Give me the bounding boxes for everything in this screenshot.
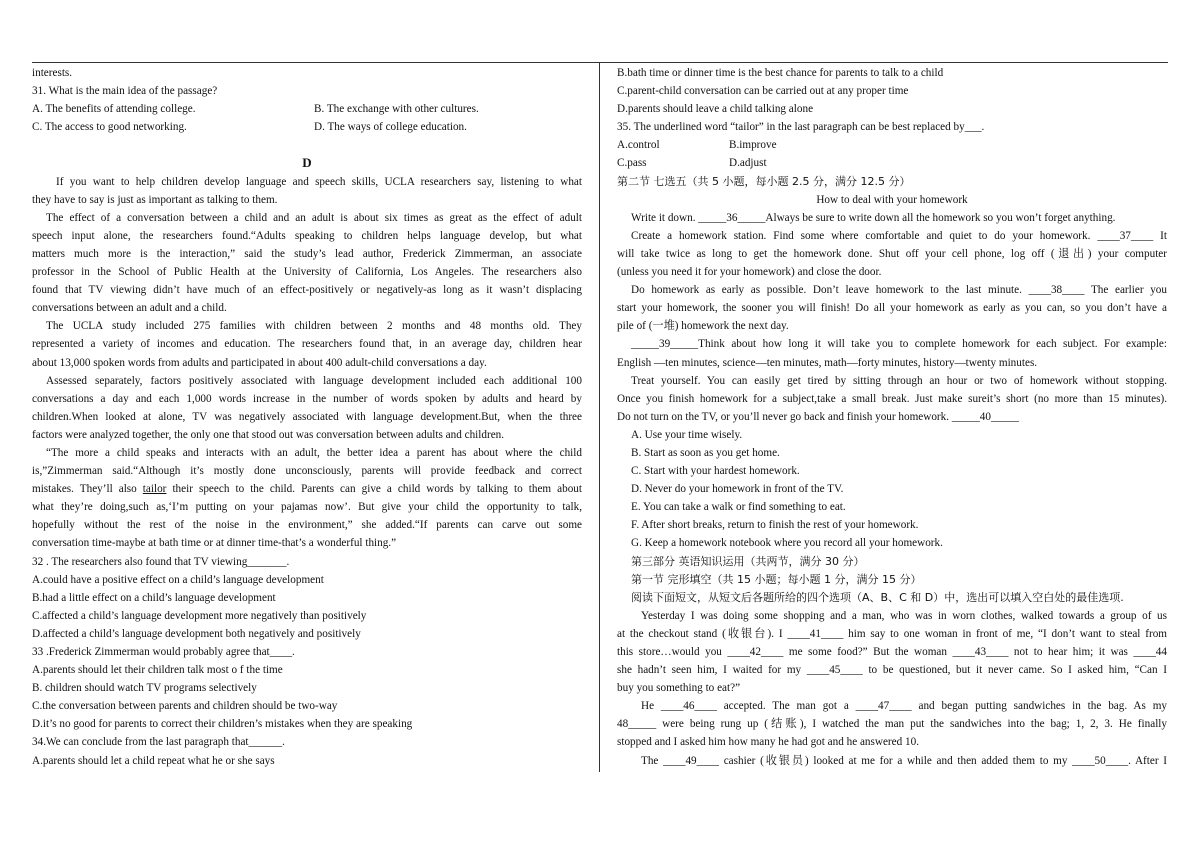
passage-line: _____39_____Think about how long it will take you to complete homework for each subject. For example: <box>631 338 1167 351</box>
passage-line: at the checkout stand (收银台). I ____41____ him say to one woman in front of me, “I don’t want to steal from <box>617 627 1167 640</box>
q31-option-d: D. The ways of college education. <box>314 121 467 134</box>
passage-line: they have to say is just as important as talking to them. <box>32 193 278 206</box>
q32-option-d: D.affected a child’s language development both negatively and positively <box>32 627 361 640</box>
blank-line <box>32 136 582 154</box>
option-d: D. Never do your homework in front of the TV. <box>631 483 844 496</box>
q33-option-d: D.it’s no good for parents to correct their children’s mistakes when they are speaking <box>32 718 413 731</box>
section-heading: 第一节 完形填空（共 15 小题；每小题 1 分，满分 15 分） <box>631 572 922 586</box>
q33-option-b: B. children should watch TV programs selectively <box>32 682 257 695</box>
q32-option-a: A.could have a positive effect on a child’s language development <box>32 573 324 586</box>
passage-line: Write it down. _____36_____Always be sure to write down all the homework so you won’t forget anything. <box>631 211 1116 224</box>
q31-option-b: B. The exchange with other cultures. <box>314 103 479 116</box>
text-segment: their speech to the child. Parents can give a child words by talking to them about <box>166 483 582 496</box>
passage-line: conversations a day and each 1,000 words increase in the number of words spoken by adults and heard by <box>32 392 582 405</box>
passage-line: is,”Zimmerman said.“Although it’s mostly done unconsciously, parents will provide feedback and correct <box>32 465 582 478</box>
passage-line: hopefully without the rest of the noise in the environment,” she added.“If parents can carve out some <box>32 519 582 532</box>
question-33: 33 .Frederick Zimmerman would probably agree that____. <box>32 646 295 658</box>
option-b: B. Start as soon as you get home. <box>631 446 780 459</box>
passage-line: professor in the School of Public Health at the University of California, Los Angeles. The researchers also <box>32 266 582 279</box>
q35-option-d: D.adjust <box>729 157 767 170</box>
q31-option-c: C. The access to good networking. <box>32 121 187 134</box>
passage-line: matters much more is the interaction,” said the study’s lead author, Frederick Zimmerman, an associate <box>32 247 582 260</box>
q35-option-c: C.pass <box>617 157 647 170</box>
q35-option-b: B.improve <box>729 139 777 152</box>
passage-line: represented a variety of incomes and education. The researchers found that, in an average day, children hear <box>32 338 582 351</box>
column-divider <box>599 62 600 772</box>
underlined-word: tailor <box>142 483 167 496</box>
q34-option-b: B.bath time or dinner time is the best chance for parents to talk to a child <box>617 67 944 79</box>
q34-option-c: C.parent-child conversation can be carried out at any proper time <box>617 85 909 98</box>
passage-line: speech input alone, the researchers found.“Adults speaking to children helps language develop, but what <box>32 229 582 242</box>
left-column <box>32 64 582 770</box>
passage-line: conversation time-maybe at bath time or at dinner time-that’s a wonderful thing.” <box>32 537 397 550</box>
q31-option-a: A. The benefits of attending college. <box>32 103 196 116</box>
passage-line: Yesterday I was doing some shopping and a man, who was in worn clothes, walked towards a group of us <box>641 609 1167 622</box>
passage-line: Do not turn on the TV, or you’ll never go back and finish your homework. _____40_____ <box>617 410 1019 423</box>
passage-line: The ____49____ cashier (收银员) looked at me for a while and then added them to my ____50____. After I <box>641 754 1167 767</box>
passage-line: will take twice as long to get the homework done. Shut off your cell phone, log off (退出) your computer <box>617 247 1167 260</box>
passage-line: stopped and I asked him how many he had got and he answered 10. <box>617 736 919 749</box>
q35-options-ab <box>617 136 1167 154</box>
passage-line: buy you something to eat?” <box>617 682 741 695</box>
text-line: interests. <box>32 67 73 79</box>
q31-options-cd <box>32 118 582 136</box>
q34-option-a: A.parents should let a child repeat what he or she says <box>32 754 275 767</box>
q31-options-ab <box>32 100 582 118</box>
passage-line: Assessed separately, factors positively associated with language development included each additional 100 <box>46 374 582 387</box>
right-column <box>617 64 1167 770</box>
passage-line: If you want to help children develop language and speech skills, UCLA researchers say, listening to what <box>56 175 582 188</box>
passage-line: Once you finish homework for a subject,take a small break. Just make sureit’s short (no more than 15 minutes). <box>617 392 1167 405</box>
passage-line: The UCLA study included 275 families with children between 2 months and 48 months old. They <box>46 320 582 333</box>
part-heading: 第三部分 英语知识运用（共两节，满分 30 分） <box>631 554 865 568</box>
section-heading: 第二节 七选五（共 5 小题，每小题 2.5 分，满分 12.5 分） <box>617 174 911 188</box>
option-a: A. Use your time wisely. <box>631 428 743 441</box>
q34-option-d: D.parents should leave a child talking alone <box>617 103 814 116</box>
passage-line-with-underline <box>32 480 582 498</box>
passage-line: 48_____ were being rung up (结账), I watched the man put the sandwiches into the bag; 1, 2, 3. He finally <box>617 718 1167 731</box>
passage-line: Treat yourself. You can easily get tired by sitting through an hour or two of homework without stopping. <box>631 374 1167 387</box>
question-34: 34.We can conclude from the last paragraph that______. <box>32 736 285 749</box>
q35-options-cd <box>617 154 1167 172</box>
passage-line: He ____46____ accepted. The man got a ____47____ and began putting sandwiches in the bag. As my <box>641 700 1167 713</box>
question-32: 32 . The researchers also found that TV viewing_______. <box>32 555 290 568</box>
question-35: 35. The underlined word “tailor” in the last paragraph can be best replaced by___. <box>617 121 985 134</box>
passage-line: about 13,000 spoken words from adults and participated in about 400 adult-child conversations a day. <box>32 356 487 369</box>
passage-line: what they’re doing,such as,‘I’m putting on your pajamas now’. But give your child the opportunity to talk, <box>32 501 582 514</box>
q33-option-a: A.parents should let their children talk most o f the time <box>32 664 283 677</box>
passage-line: The effect of a conversation between a child and an adult is about six times as great as the effect of adult <box>46 211 582 224</box>
passage-line: start your homework, the sooner you will finish! Do all your homework as early as you can, so you don’t have a <box>617 302 1167 315</box>
passage-line: this store…would you ____42____ me some food?” But the woman ____43____ not to hear him; it was ____44 <box>617 646 1167 658</box>
top-rule <box>32 62 1168 63</box>
section-d-heading: D <box>302 155 312 171</box>
option-g: G. Keep a homework notebook where you record all your homework. <box>631 537 943 550</box>
option-e: E. You can take a walk or find something to eat. <box>631 501 846 514</box>
passage-line: Create a homework station. Find some where comfortable and quiet to do your homework. ____37____ It <box>631 229 1167 242</box>
passage-line: conversations between an adult and a child. <box>32 302 227 315</box>
instructions: 阅读下面短文，从短文后各题所给的四个选项（A、B、C 和 D）中，选出可以填入空白处的最佳选项. <box>631 590 1124 604</box>
q32-option-b: B.had a little effect on a child’s language development <box>32 591 276 604</box>
passage-line: factors were analyzed together, the only one that stood out was conversation between adults and children. <box>32 428 505 441</box>
passage-line: children.When looked at alone, TV was negatively associated with language development.But, when the three <box>32 410 582 423</box>
passage-line: “The more a child speaks and interacts with an adult, the better idea a parent has about where the child <box>46 446 582 459</box>
text-segment: mistakes. They’ll also <box>32 483 143 496</box>
passage-line: Do homework as early as possible. Don’t leave homework to the last minute. ____38____ The earlier you <box>631 284 1167 297</box>
passage-line: she hadn’t seen him, I waited for my ____45____ to be questioned, but it never came. So I asked him, “Can I <box>617 664 1167 677</box>
q35-option-a: A.control <box>617 139 660 152</box>
q32-option-c: C.affected a child’s language development more negatively than positively <box>32 609 367 622</box>
passage-line: found that TV viewing didn’t have much of an effect-positively or negatively-as long as it wasn’t displacing <box>32 284 582 297</box>
option-c: C. Start with your hardest homework. <box>631 465 800 478</box>
question-31: 31. What is the main idea of the passage? <box>32 85 218 98</box>
q33-option-c: C.the conversation between parents and children should be two-way <box>32 700 338 713</box>
passage-line: English —ten minutes, science—ten minutes, math—forty minutes, history—twenty minutes. <box>617 356 1038 369</box>
passage-line: pile of (一堆) homework the next day. <box>617 320 789 333</box>
passage-title: How to deal with your homework <box>816 193 968 206</box>
option-f: F. After short breaks, return to finish the rest of your homework. <box>631 519 919 532</box>
passage-line: (unless you need it for your homework) and close the door. <box>617 266 882 279</box>
